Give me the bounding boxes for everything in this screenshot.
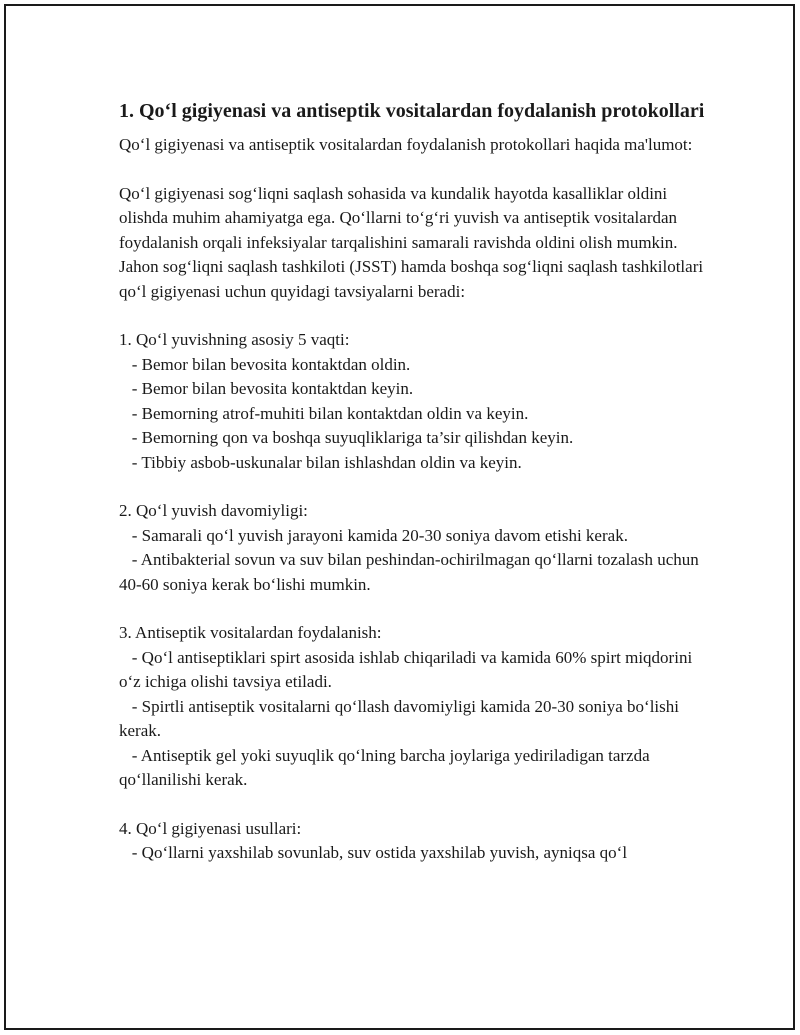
section-antiseptic-use bbox=[119, 621, 709, 793]
section-heading: 2. Qo‘l yuvish davomiyligi: bbox=[119, 501, 308, 520]
overview-paragraph: Qo‘l gigiyenasi sog‘liqni saqlash sohasida va kundalik hayotda kasalliklar oldini olishda muhim ahamiyatga ega. Qo‘llarni to‘g‘ri yuvish va antiseptik vositalardan foydalanish orqali infeksiyalar tarqalishini samarali ravishda oldini olish mumkin. Jahon sog‘liqni saqlash tashkiloti (JSST) hamda boshqa sog‘liqni saqlash tashkilotlari qo‘l gigiyenasi uchun quyidagi tavsiyalarni beradi: bbox=[119, 183, 704, 301]
page-frame bbox=[4, 4, 795, 1030]
list-item: - Bemorning atrof-muhiti bilan kontaktdan oldin va keyin. bbox=[119, 403, 529, 423]
list-item: - Bemor bilan bevosita kontaktdan oldin. bbox=[119, 354, 411, 374]
section-heading: 1. Qo‘l yuvishning asosiy 5 vaqti: bbox=[119, 330, 350, 349]
document-title: 1. Qo‘l gigiyenasi va antiseptik vositalardan foydalanish protokollari bbox=[119, 100, 705, 122]
section-heading: 3. Antiseptik vositalardan foydalanish: bbox=[119, 623, 382, 642]
section-heading: 4. Qo‘l gigiyenasi usullari: bbox=[119, 818, 302, 838]
document-body bbox=[119, 98, 709, 890]
list-item: - Qo‘llarni yaxshilab sovunlab, suv ostida yaxshilab yuvish, ayniqsa qo‘l bbox=[119, 843, 628, 862]
list-item: - Samarali qo‘l yuvish jarayoni kamida 20-30 soniya davom etishi kerak. bbox=[119, 525, 628, 545]
list-item: - Antibakterial sovun va suv bilan peshindan-ochirilmagan qo‘llarni tozalash uchun 40-60 soniya kerak bo‘lishi mumkin. bbox=[119, 550, 699, 594]
list-item: - Spirtli antiseptik vositalarni qo‘llash davomiyligi kamida 20-30 soniya bo‘lishi kerak. bbox=[119, 696, 679, 740]
section-wash-duration bbox=[119, 499, 709, 597]
list-item: - Antiseptik gel yoki suyuqlik qo‘lning barcha joylariga yediriladigan tarzda qo‘llanilishi kerak. bbox=[119, 745, 650, 789]
intro-paragraph: Qo‘l gigiyenasi va antiseptik vositalardan foydalanish protokollari haqida ma'lumot: bbox=[119, 135, 693, 154]
list-item: - Tibbiy asbob-uskunalar bilan ishlashdan oldin va keyin. bbox=[119, 452, 522, 472]
section-wash-times bbox=[119, 328, 709, 475]
list-item: - Bemorning qon va boshqa suyuqliklariga ta’sir qilishdan keyin. bbox=[119, 428, 574, 447]
list-item: - Qo‘l antiseptiklari spirt asosida ishlab chiqariladi va kamida 60% spirt miqdorini o‘z ichiga olishi tavsiya etiladi. bbox=[119, 647, 693, 691]
list-item: - Bemor bilan bevosita kontaktdan keyin. bbox=[119, 379, 414, 398]
section-hygiene-methods bbox=[119, 817, 709, 866]
